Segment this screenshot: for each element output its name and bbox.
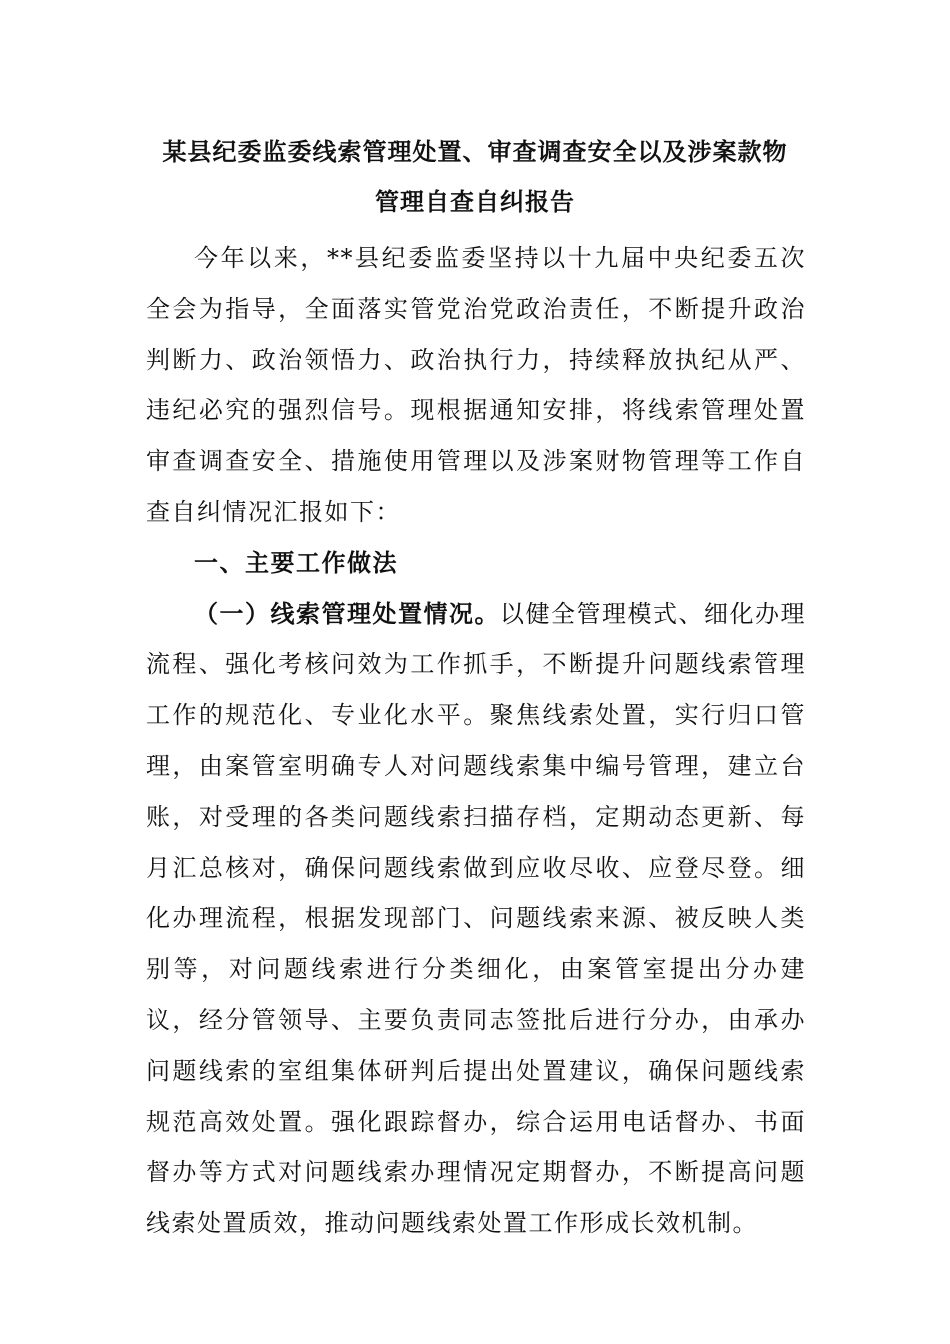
document-body: [146, 233, 806, 1249]
intro-paragraph: 今年以来，**县纪委监委坚持以十九届中央纪委五次全会为指导，全面落实管党治党政治责任，不断提升政治判断力、政治领悟力、政治执行力，持续释放执纪从严、违纪必究的强烈信号。现根据通知安排，将线索管理处置审查调查安全、措施使用管理以及涉案财物管理等工作自查自纠情况汇报如下：: [146, 244, 806, 526]
section-heading-main-practices: 一、主要工作做法: [194, 547, 398, 577]
clue-management-lead: （一）线索管理处置情况。: [194, 598, 500, 628]
clue-management-paragraph: [146, 589, 806, 1249]
document-title-line-1: 某县纪委监委线索管理处置、审查调查安全以及涉案款物: [162, 137, 788, 166]
clue-management-body: 以健全管理模式、细化办理流程、强化考核问效为工作抓手，不断提升问题线索管理工作的规范化、专业化水平。聚焦线索处置，实行归口管理，由案管室明确专人对问题线索集中编号管理，建立台账，对受理的各类问题线索扫描存档，定期动态更新、每月汇总核对，确保问题线索做到应收尽收、应登尽登。细化办理流程，根据发现部门、问题线索来源、被反映人类别等，对问题线索进行分类细化，由案管室提出分办建议，经分管领导、主要负责同志签批后进行分办，由承办问题线索的室组集体研判后提出处置建议，确保问题线索规范高效处置。强化跟踪督办，综合运用电话督办、书面督办等方式对问题线索办理情况定期督办，不断提高问题线索处置质效，推动问题线索处置工作形成长效机制。: [146, 599, 806, 1238]
document-title-line-2: 管理自查自纠报告: [375, 187, 575, 216]
